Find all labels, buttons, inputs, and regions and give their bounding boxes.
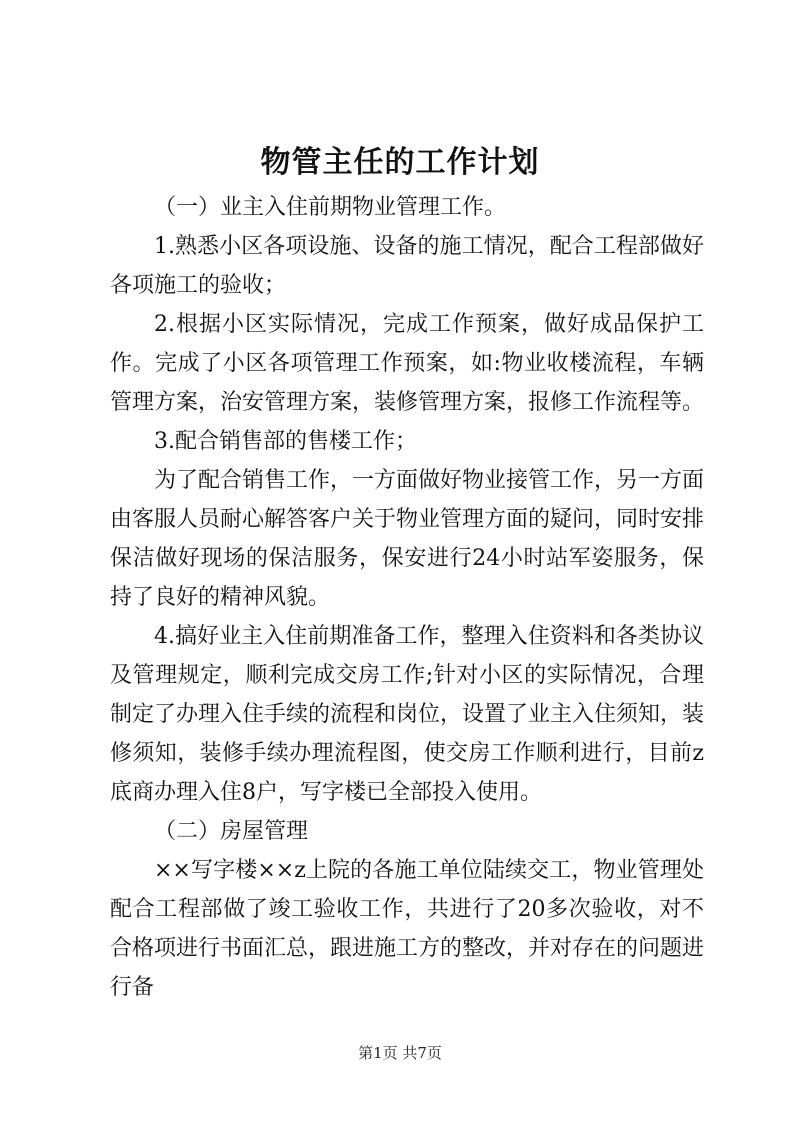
- paragraph-sales-support: 为了配合销售工作，一方面做好物业接管工作，另一方面由客服人员耐心解答客户关于物业管理方面的疑问，同时安排保洁做好现场的保洁服务，保安进行24小时站军姿服务，保持了良好的精神风貌。: [110, 468, 705, 610]
- paragraph-item-1: 1.熟悉小区各项设施、设备的施工情况，配合工程部做好各项施工的验收；: [110, 234, 704, 298]
- paragraph-item-2: 2.根据小区实际情况，完成工作预案，做好成品保护工作。完成了小区各项管理工作预案，如:物业收楼流程，车辆管理方案，治安管理方案，装修管理方案，报修工作流程等。: [110, 312, 705, 415]
- paragraph-item-3: 3.配合销售部的售楼工作；: [154, 429, 417, 454]
- document-body: [110, 188, 704, 1007]
- paragraph-housing-management: ××写字楼××z上院的各施工单位陆续交工，物业管理处配合工程部做了竣工验收工作，共进行了20多次验收，对不合格项进行书面汇总，跟进施工方的整改，并对存在的问题进行备: [110, 858, 705, 1000]
- page-footer: 第1页 共7页: [358, 1044, 442, 1062]
- paragraph-item-4: 4.搞好业主入住前期准备工作，整理入住资料和各类协议及管理规定，顺利完成交房工作;针对小区的实际情况，合理制定了办理入住手续的流程和岗位，设置了业主入住须知，装修须知，装修手续办理流程图，使交房工作顺利进行，目前z底商办理入住8户，写字楼已全部投入使用。: [110, 624, 705, 805]
- document-title: 物管主任的工作计划: [260, 145, 540, 180]
- paragraph-section-1-heading: （一）业主入住前期物业管理工作。: [154, 195, 507, 220]
- paragraph-section-2-heading: （二）房屋管理: [154, 819, 309, 844]
